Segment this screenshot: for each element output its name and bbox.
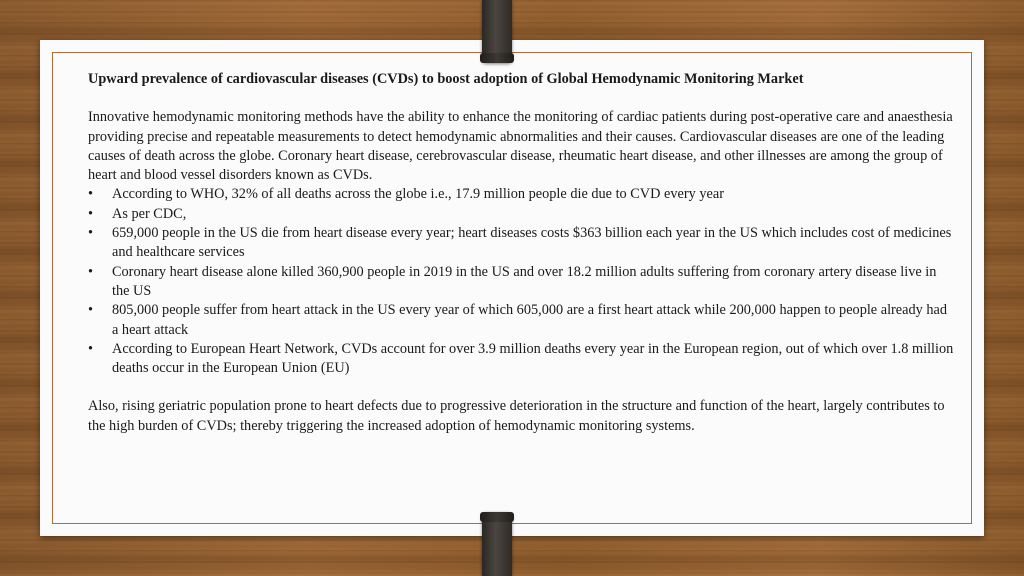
slide-content	[88, 70, 956, 436]
bullet-text: 659,000 people in the US die from heart disease every year; heart diseases costs $363 billion each year in the US which includes cost of medicines and healthcare services	[112, 225, 952, 261]
bullet-icon: •	[88, 263, 94, 280]
bullet-text: 805,000 people suffer from heart attack in the US every year of which 605,000 are a first heart attack while 200,000 happen to people already had a heart attack	[112, 302, 948, 338]
list-item	[88, 263, 956, 302]
bullet-icon: •	[88, 186, 94, 203]
bullet-text: According to European Heart Network, CVDs account for over 3.9 million deaths every year in the European region, out of which over 1.8 million deaths occur in the European Union (EU)	[112, 340, 954, 377]
top-clip	[482, 0, 512, 63]
bullet-icon: •	[88, 340, 94, 357]
bullet-icon: •	[88, 225, 94, 242]
list-item	[88, 340, 956, 379]
closing-paragraph: Also, rising geriatric population prone to heart defects due to progressive deterioration in the structure and function of the heart, largely contributes to the high burden of CVDs; thereby triggering the increased adoption of hemodynamic monitoring systems.	[88, 398, 945, 434]
spacer	[88, 89, 956, 108]
bullet-list	[88, 185, 956, 378]
list-item	[88, 185, 956, 204]
bullet-icon: •	[88, 302, 94, 319]
list-item	[88, 301, 956, 340]
bullet-text: According to WHO, 32% of all deaths across the globe i.e., 17.9 million people die due to CVD every year	[112, 186, 724, 203]
spacer	[88, 378, 956, 397]
slide-heading: Upward prevalence of cardiovascular diseases (CVDs) to boost adoption of Global Hemodynamic Monitoring Market	[88, 71, 804, 87]
bullet-text: As per CDC,	[112, 205, 187, 222]
bullet-icon: •	[88, 205, 94, 222]
list-item	[88, 224, 956, 263]
bullet-text: Coronary heart disease alone killed 360,900 people in 2019 in the US and over 18.2 million adults suffering from coronary artery disease live in the US	[112, 263, 937, 299]
list-item	[88, 205, 956, 224]
bottom-clip	[482, 512, 512, 576]
intro-paragraph: Innovative hemodynamic monitoring methods have the ability to enhance the monitoring of cardiac patients during post-operative care and anaesthesia providing precise and repeatable measurements to detect hemodynamic abnormalities and their causes. Cardiovascular diseases are one of the leading causes of death across the globe. Coronary heart disease, cerebrovascular disease, rheumatic heart disease, and other illnesses are among the group of heart and blood vessel disorders known as CVDs.	[88, 109, 953, 184]
